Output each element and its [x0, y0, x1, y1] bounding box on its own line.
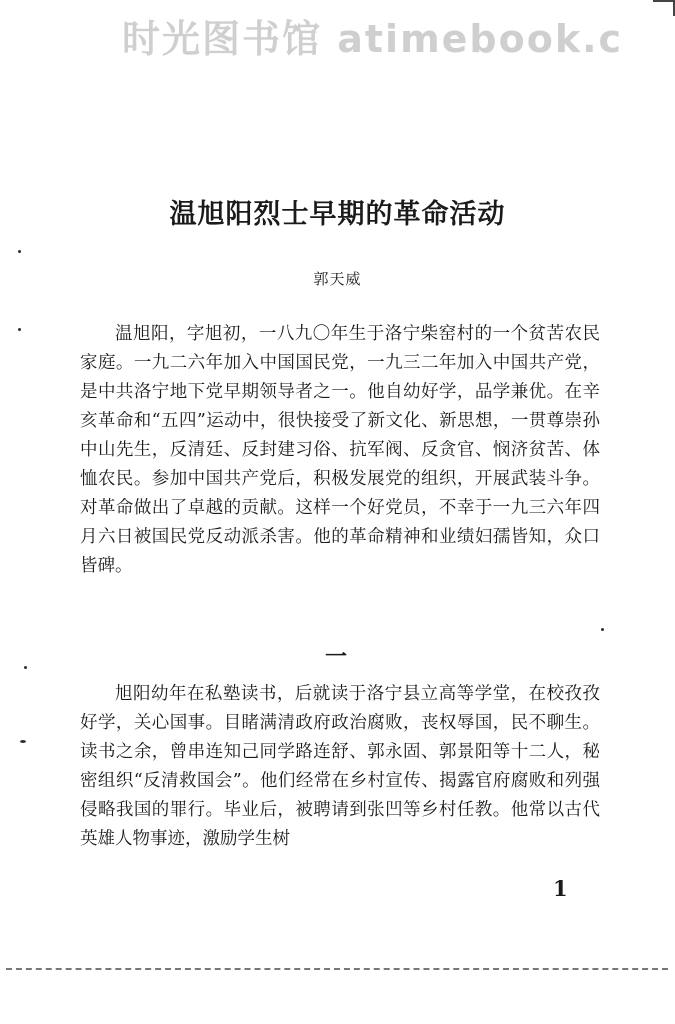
scan-speck: [20, 740, 26, 743]
page-number: 1: [553, 876, 568, 901]
scan-speck: [18, 328, 21, 331]
scan-speck: [18, 250, 21, 253]
watermark-text: 时光图书馆 atimebook.c: [122, 17, 624, 61]
bottom-rule: [6, 968, 668, 970]
scan-speck: [601, 628, 604, 631]
article-author: 郭天威: [313, 270, 362, 288]
article-title: 温旭阳烈士早期的革命活动: [169, 199, 506, 230]
page-corner-edge: [653, 0, 675, 16]
paragraph-section-one: 旭阳幼年在私塾读书，后就读于洛宁县立高等学堂，在校孜孜好学，关心国事。目睹满清政府政治腐败，丧权辱国，民不聊生。读书之余，曾串连知己同学路连舒、郭永固、郭景阳等十二人，秘密组织“反清救国会”。他们经常在乡村宣传、揭露官府腐败和列强侵略我国的罪行。毕业后，被聘请到张凹等乡村任教。他常以古代英雄人物事迹，激励学生树: [80, 684, 600, 849]
section-number: 一: [325, 644, 348, 670]
paragraph-intro: 温旭阳，字旭初，一八九〇年生于洛宁柴窑村的一个贫苦农民家庭。一九二六年加入中国国民党，一九三二年加入中国共产党，是中共洛宁地下党早期领导者之一。他自幼好学，品学兼优。在辛亥革命和“五四”运动中，很快接受了新文化、新思想，一贯尊崇孙中山先生，反清廷、反封建习俗、抗军阀、反贪官、悯济贫苦、体恤农民。参加中国共产党后，积极发展党的组织，开展武装斗争。对革命做出了卓越的贡献。这样一个好党员，不幸于一九三六年四月六日被国民党反动派杀害。他的革命精神和业绩妇孺皆知，众口皆碑。: [80, 324, 600, 576]
scan-speck: [24, 666, 27, 669]
